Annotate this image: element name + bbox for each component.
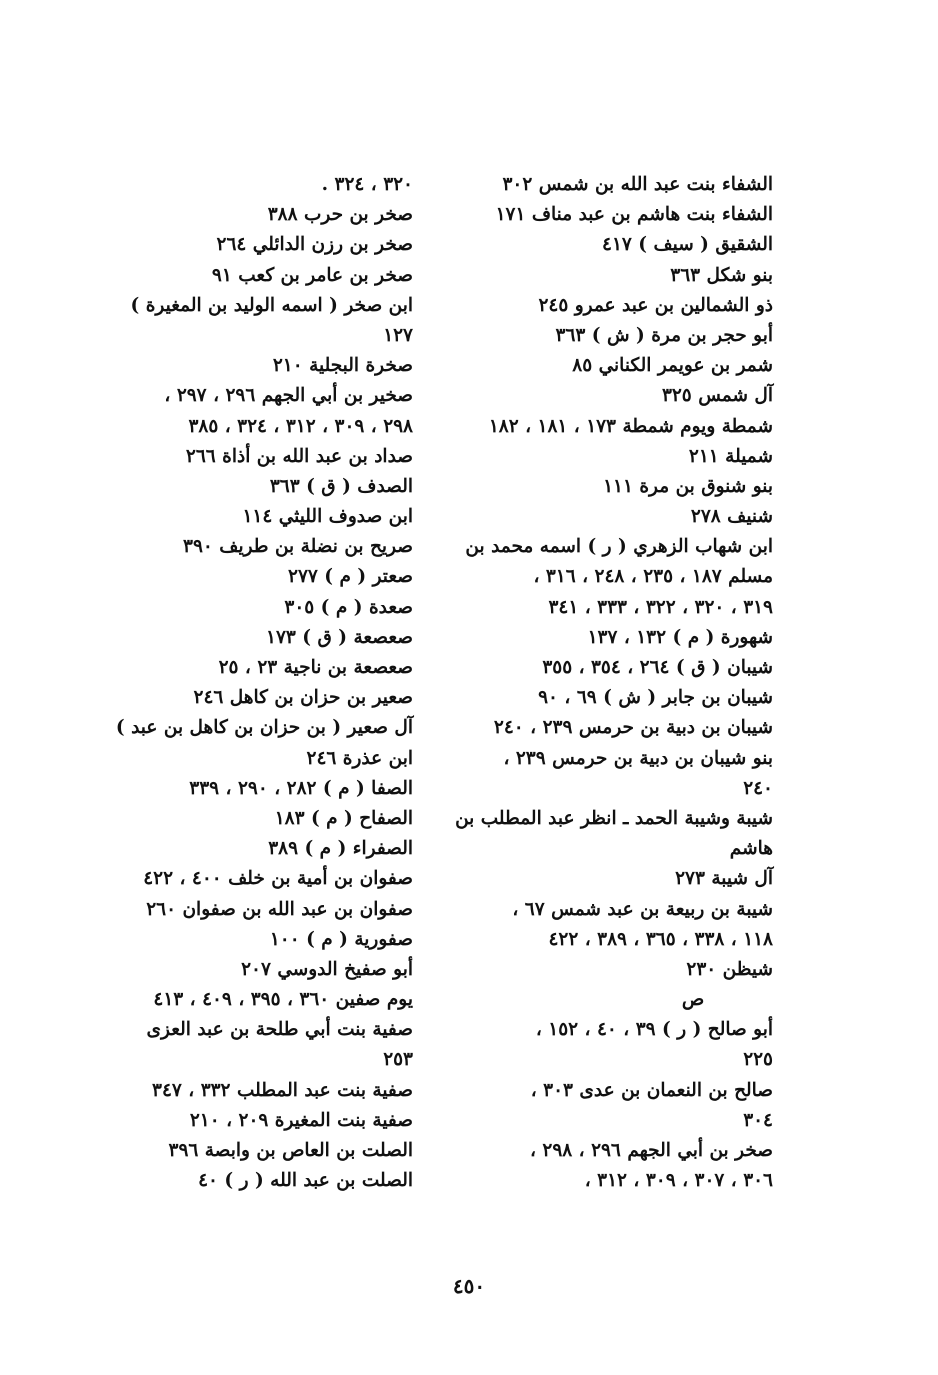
index-entry-line: الصفاح ( م ) ١٨٣ bbox=[274, 807, 413, 829]
index-entry-line: صعصعة ( ق ) ١٧٣ bbox=[266, 626, 413, 648]
index-entry-line: صفوان بن عبد الله بن صفوان ٢٦٠ bbox=[146, 898, 413, 920]
section-letter-heading: ص bbox=[681, 989, 705, 1011]
index-entry-line: صعتر ( م ) ٢٧٧ bbox=[288, 566, 413, 588]
index-entry-line: صفية بنت أبي طلحة بن عبد العزى bbox=[146, 1019, 413, 1041]
index-entry-line: شيبة بن ربيعة بن عبد شمس ٦٧ ، bbox=[512, 898, 773, 920]
index-entry-line: صفية بنت عبد المطلب ٣٣٢ ، ٣٤٧ bbox=[152, 1079, 413, 1101]
index-entry-line: صالح بن النعمان بن عدى ٣٠٣ ، bbox=[530, 1079, 773, 1101]
index-entry-line: ابن صخر ( اسمه الوليد بن المغيرة ) bbox=[130, 294, 413, 316]
index-entry-line: صخر بن حرب ٣٨٨ bbox=[267, 204, 413, 226]
index-entry-line: صخرة البجلية ٢١٠ bbox=[272, 355, 413, 377]
index-entry-line: ذو الشمالين بن عبد عمرو ٢٤٥ bbox=[538, 294, 773, 316]
index-entry-line: صخر بن عامر بن كعب ٩١ bbox=[211, 264, 413, 286]
index-entry-line: آل شيبة ٢٧٣ bbox=[675, 868, 773, 890]
index-column-right bbox=[455, 170, 773, 1196]
index-entry-line: صعير بن حزان بن كاهل ٢٤٦ bbox=[193, 687, 413, 709]
index-entry-line: ٢٩٨ ، ٣٠٩ ، ٣١٢ ، ٣٢٤ ، ٣٨٥ bbox=[188, 415, 413, 437]
index-entry-line: ٣١٩ ، ٣٢٠ ، ٣٢٢ ، ٣٣٣ ، ٣٤١ bbox=[548, 596, 773, 618]
index-entry-line: الصلت بن عبد الله ( ر ) ٤٠ bbox=[198, 1170, 413, 1192]
index-entry-line: بنو شكل ٣٦٣ bbox=[670, 264, 773, 286]
index-entry-line: ١٢٧ bbox=[383, 324, 413, 346]
index-entry-line: صخير بن أبي الجهم ٢٩٦ ، ٢٩٧ ، bbox=[164, 385, 413, 407]
index-entry-line: ابن صدوف الليثي ١١٤ bbox=[242, 506, 413, 528]
index-entry-line: أبو حجر بن مرة ( ش ) ٣٦٣ bbox=[555, 324, 773, 346]
index-entry-line: بنو شيبان بن دبية بن حرمس ٢٣٩ ، bbox=[503, 747, 773, 769]
index-entry-line: شمر بن عويمر الكناني ٨٥ bbox=[572, 355, 773, 377]
index-entry-line: الصفا ( م ) ٢٨٢ ، ٢٩٠ ، ٣٣٩ bbox=[189, 777, 413, 799]
index-entry-line: صريح بن نضلة بن طريف ٣٩٠ bbox=[183, 536, 413, 558]
index-entry-line: شمطة ويوم شمطة ١٧٣ ، ١٨١ ، ١٨٢ bbox=[488, 415, 773, 437]
index-entry-line: ٣٢٠ ، ٣٢٤ . bbox=[321, 174, 413, 195]
index-entry-line: صفورية ( م ) ١٠٠ bbox=[269, 928, 413, 950]
index-entry-line: صعصعة بن ناجية ٢٣ ، ٢٥ bbox=[218, 657, 413, 678]
index-entry-line: بنو شنوق بن مرة ١١١ bbox=[603, 475, 773, 497]
index-entry-line: شيبة وشيبة الحمد ـ انظر عبد المطلب بن bbox=[455, 807, 773, 829]
index-entry-line: ٢٢٥ bbox=[743, 1049, 773, 1071]
index-entry-line: الصلت بن العاص بن وابصة ٣٩٦ bbox=[168, 1140, 413, 1161]
page-number: ٤٥٠ bbox=[452, 1274, 486, 1298]
index-entry-line: صداد بن عبد الله بن أذاة ٢٦٦ bbox=[185, 445, 413, 467]
index-entry-line: صعدة ( م ) ٣٠٥ bbox=[284, 596, 413, 618]
index-entry-line: ٣٠٤ bbox=[743, 1109, 773, 1131]
index-entry-line: صفوان بن أمية بن خلف ٤٠٠ ، ٤٢٢ bbox=[143, 868, 413, 890]
index-entry-line: صفية بنت المغيرة ٢٠٩ ، ٢١٠ bbox=[189, 1109, 413, 1131]
index-entry-line: ابن عذرة ٢٤٦ bbox=[306, 747, 413, 769]
index-entry-line: ١١٨ ، ٣٣٨ ، ٣٦٥ ، ٣٨٩ ، ٤٢٢ bbox=[548, 928, 773, 950]
index-entry-line: أبو صالح ( ر ) ٣٩ ، ٤٠ ، ١٥٢ ، bbox=[535, 1019, 773, 1041]
index-entry-line: الصدف ( ق ) ٣٦٣ bbox=[269, 475, 413, 497]
index-column-left bbox=[115, 170, 413, 1196]
index-entry-line: ٣٠٦ ، ٣٠٧ ، ٣٠٩ ، ٣١٢ ، bbox=[584, 1170, 773, 1192]
index-entry-line: شيظن ٢٣٠ bbox=[686, 958, 773, 980]
index-entry-line: شنيف ٢٧٨ bbox=[690, 506, 773, 528]
index-entry-line: شهورة ( م ) ١٣٢ ، ١٣٧ bbox=[587, 626, 773, 648]
index-entry-line: صخر بن أبي الجهم ٢٩٦ ، ٢٩٨ ، bbox=[529, 1140, 773, 1161]
index-entry-line: آل شمس ٣٢٥ bbox=[661, 385, 773, 407]
index-entry-line: الشقيق ( سيف ) ٤١٧ bbox=[602, 234, 773, 256]
index-entry-line: صخر بن رزن الدائلي ٢٦٤ bbox=[216, 234, 413, 256]
index-entry-line: شيبان بن جابر ( ش ) ٦٩ ، ٩٠ bbox=[538, 687, 773, 709]
index-entry-line: مسلم ١٨٧ ، ٢٣٥ ، ٢٤٨ ، ٣١٦ ، bbox=[533, 566, 773, 588]
index-entry-line: هاشم bbox=[729, 838, 773, 860]
index-entry-line: الشفاء بنت عبد الله بن شمس ٣٠٢ bbox=[502, 174, 773, 195]
index-entry-line: شميلة ٢١١ bbox=[688, 445, 773, 467]
index-entry-line: ابن شهاب الزهري ( ر ) اسمه محمد بن bbox=[465, 536, 773, 558]
index-entry-line: أبو صفيخ الدوسي ٢٠٧ bbox=[241, 958, 413, 980]
index-entry-line: الصفراء ( م ) ٣٨٩ bbox=[268, 838, 413, 860]
index-entry-line: شيبان بن دبية بن حرمس ٢٣٩ ، ٢٤٠ bbox=[493, 717, 773, 739]
index-entry-line: آل صعير ( بن حزان بن كاهل بن عبد ) bbox=[115, 717, 413, 739]
index-entry-line: ٢٤٠ bbox=[743, 777, 773, 799]
index-entry-line: يوم صفين ٣٦٠ ، ٣٩٥ ، ٤٠٩ ، ٤١٣ bbox=[153, 989, 413, 1011]
index-entry-line: ٢٥٣ bbox=[383, 1049, 413, 1071]
index-entry-line: الشفاء بنت هاشم بن عبد مناف ١٧١ bbox=[495, 204, 773, 226]
index-entry-line: شيبان ( ق ) ٢٦٤ ، ٣٥٤ ، ٣٥٥ bbox=[542, 657, 773, 678]
